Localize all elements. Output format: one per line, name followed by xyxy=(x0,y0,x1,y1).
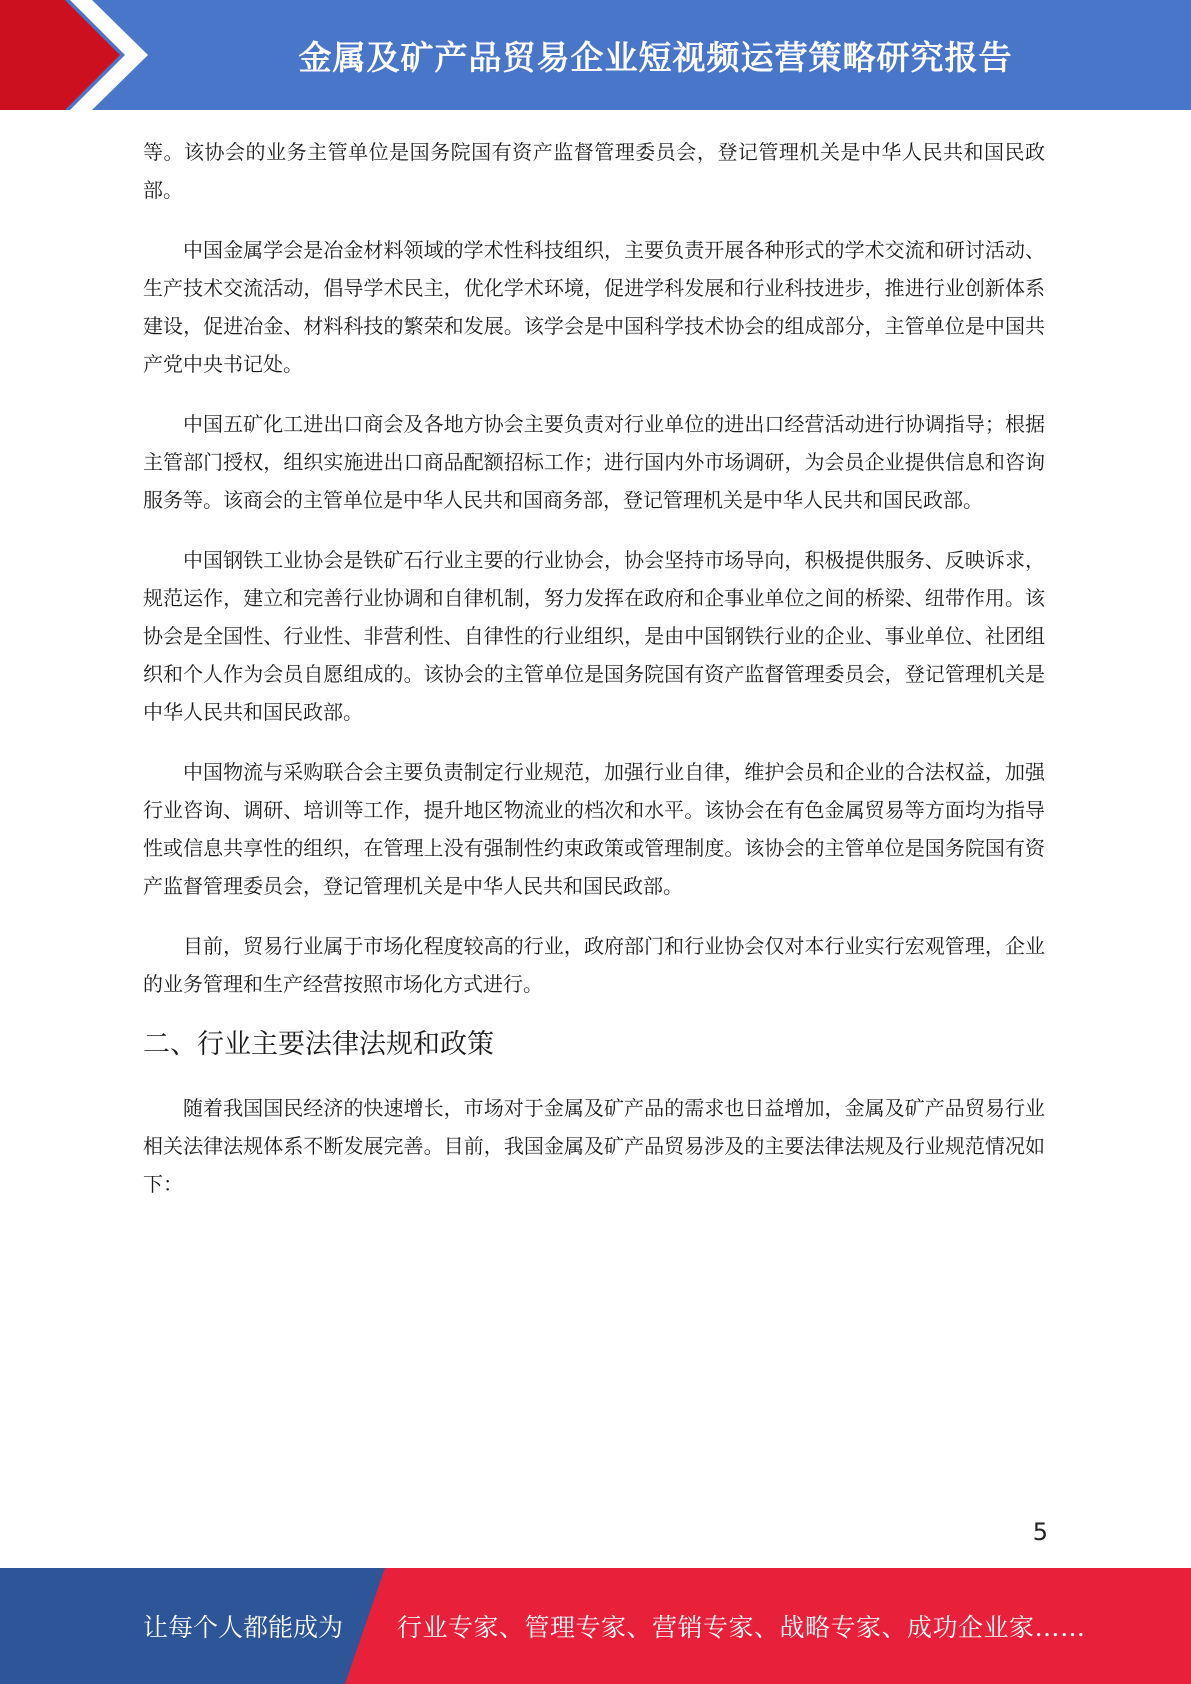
footer-slogan-left: 让每个人都能成为 xyxy=(143,1613,344,1642)
paragraph-minmetals-chamber: 中国五矿化工进出口商会及各地方协会主要负责对行业单位的进出口经营活动进行协调指导；根据主管部门授权，组织实施进出口商品配额招标工作；进行国内外市场调研，为会员企业提供信息和咨询服务等。该商会的主管单位是中华人民共和国商务部，登记管理机关是中华人民共和国民政部。 xyxy=(143,412,1045,512)
paragraph-logistics-federation: 中国物流与采购联合会主要负责制定行业规范，加强行业自律，维护会员和企业的合法权益，加强行业咨询、调研、培训等工作，提升地区物流业的档次和水平。该协会在有色金属贸易等方面均为指导性或信息共享性的组织，在管理上没有强制性约束政策或管理制度。该协会的主管单位是国务院国有资产监督管理委员会，登记管理机关是中华人民共和国民政部。 xyxy=(143,760,1045,898)
header-arrow-decoration xyxy=(0,0,170,110)
page-number: 5 xyxy=(1032,1518,1048,1546)
paragraph-metal-society: 中国金属学会是冶金材料领域的学术性科技组织，主要负责开展各种形式的学术交流和研讨活动、生产技术交流活动，倡导学术民主，优化学术环境，促进学科发展和行业科技进步，推进行业创新体系建设，促进冶金、材料科技的繁荣和发展。该学会是中国科学技术协会的组成部分，主管单位是中国共产党中央书记处。 xyxy=(143,238,1045,376)
page-header xyxy=(0,0,1191,110)
document-body xyxy=(143,133,1045,1225)
footer-slogan-right: 行业专家、管理专家、营销专家、战略专家、成功企业家…… xyxy=(397,1613,1086,1642)
page-footer xyxy=(0,1568,1191,1684)
paragraph-iron-steel-association: 中国钢铁工业协会是铁矿石行业主要的行业协会，协会坚持市场导向，积极提供服务、反映诉求，规范运作，建立和完善行业协调和自律机制，努力发挥在政府和企事业单位之间的桥梁、纽带作用。该协会是全国性、行业性、非营利性、自律性的行业组织，是由中国钢铁行业的企业、事业单位、社团组织和个人作为会员自愿组成的。该协会的主管单位是国务院国有资产监督管理委员会，登记管理机关是中华人民共和国民政部。 xyxy=(143,548,1045,724)
section-heading: 二、行业主要法律法规和政策 xyxy=(143,1029,494,1060)
paragraph-laws-intro: 随着我国国民经济的快速增长，市场对于金属及矿产品的需求也日益增加，金属及矿产品贸易行业相关法律法规体系不断发展完善。目前，我国金属及矿产品贸易涉及的主要法律法规及行业规范情况如下： xyxy=(143,1096,1045,1196)
paragraph-market-regulation: 目前，贸易行业属于市场化程度较高的行业，政府部门和行业协会仅对本行业实行宏观管理，企业的业务管理和生产经营按照市场化方式进行。 xyxy=(143,934,1045,996)
paragraph-continued: 等。该协会的业务主管单位是国务院国有资产监督管理委员会，登记管理机关是中华人民共和国民政部。 xyxy=(143,140,1045,202)
report-title: 金属及矿产品贸易企业短视频运营策略研究报告 xyxy=(298,37,1013,77)
